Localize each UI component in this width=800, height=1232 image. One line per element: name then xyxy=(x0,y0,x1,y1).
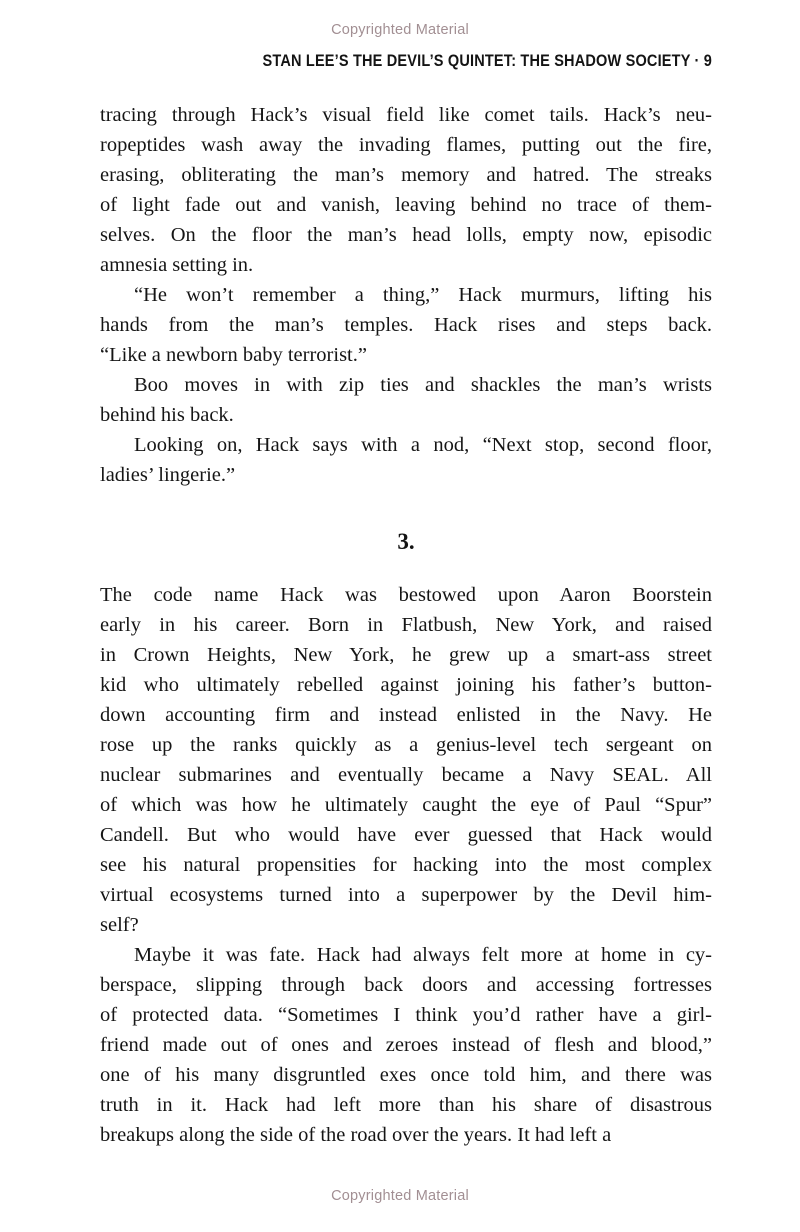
text-line: one of his many disgruntled exes once told him, and there was xyxy=(100,1064,712,1086)
text-line: down accounting firm and instead enlisted in the Navy. He xyxy=(100,704,712,726)
running-header: STAN LEE’S THE DEVIL’S QUINTET: THE SHADOW SOCIETY · 9 xyxy=(262,52,712,70)
text-line: behind his back. xyxy=(100,404,234,426)
text-line: Looking on, Hack says with a nod, “Next stop, second floor, xyxy=(134,434,712,456)
body-content xyxy=(100,100,712,1150)
text-line: rose up the ranks quickly as a genius-level tech sergeant on xyxy=(100,734,712,756)
text-line: friend made out of ones and zeroes instead of flesh and blood,” xyxy=(100,1034,712,1056)
paragraph xyxy=(100,580,712,940)
text-line: “He won’t remember a thing,” Hack murmurs, lifting his xyxy=(134,284,712,306)
copyright-notice-bottom: Copyrighted Material xyxy=(331,1188,469,1204)
text-line: Maybe it was fate. Hack had always felt more at home in cy- xyxy=(134,944,712,966)
text-line: ropeptides wash away the invading flames, putting out the fire, xyxy=(100,134,712,156)
text-line: of which was how he ultimately caught the eye of Paul “Spur” xyxy=(100,794,712,816)
text-line: berspace, slipping through back doors and accessing fortresses xyxy=(100,974,712,996)
paragraph xyxy=(100,280,712,370)
paragraph xyxy=(100,100,712,280)
text-line: erasing, obliterating the man’s memory and hatred. The streaks xyxy=(100,164,712,186)
text-line: of light fade out and vanish, leaving behind no trace of them- xyxy=(100,194,712,216)
section-heading: 3. xyxy=(397,529,415,554)
text-line: see his natural propensities for hacking into the most complex xyxy=(100,854,712,876)
text-line: tracing through Hack’s visual field like comet tails. Hack’s neu- xyxy=(100,104,712,126)
text-line: truth in it. Hack had left more than his share of disastrous xyxy=(100,1094,712,1116)
text-line: Candell. But who would have ever guessed that Hack would xyxy=(100,824,712,846)
text-line: hands from the man’s temples. Hack rises and steps back. xyxy=(100,314,712,336)
text-line: virtual ecosystems turned into a superpower by the Devil him- xyxy=(100,884,712,906)
text-line: self? xyxy=(100,914,139,936)
text-line: “Like a newborn baby terrorist.” xyxy=(100,344,367,366)
copyright-notice-top: Copyrighted Material xyxy=(331,22,469,38)
text-line: nuclear submarines and eventually became a Navy SEAL. All xyxy=(100,764,712,786)
paragraph xyxy=(100,430,712,490)
text-line: ladies’ lingerie.” xyxy=(100,464,236,486)
text-line: amnesia setting in. xyxy=(100,254,254,276)
text-line: selves. On the floor the man’s head lolls, empty now, episodic xyxy=(100,224,712,246)
text-line: breakups along the side of the road over the years. It had left a xyxy=(100,1124,612,1146)
text-line: The code name Hack was bestowed upon Aaron Boorstein xyxy=(100,584,712,606)
text-line: kid who ultimately rebelled against joining his father’s button- xyxy=(100,674,712,696)
text-line: Boo moves in with zip ties and shackles the man’s wrists xyxy=(134,374,712,396)
text-line: early in his career. Born in Flatbush, New York, and raised xyxy=(100,614,712,636)
text-line: of protected data. “Sometimes I think you’d rather have a girl- xyxy=(100,1004,712,1026)
text-line: in Crown Heights, New York, he grew up a smart-ass street xyxy=(100,644,712,666)
paragraph xyxy=(100,370,712,430)
paragraph xyxy=(100,940,712,1150)
